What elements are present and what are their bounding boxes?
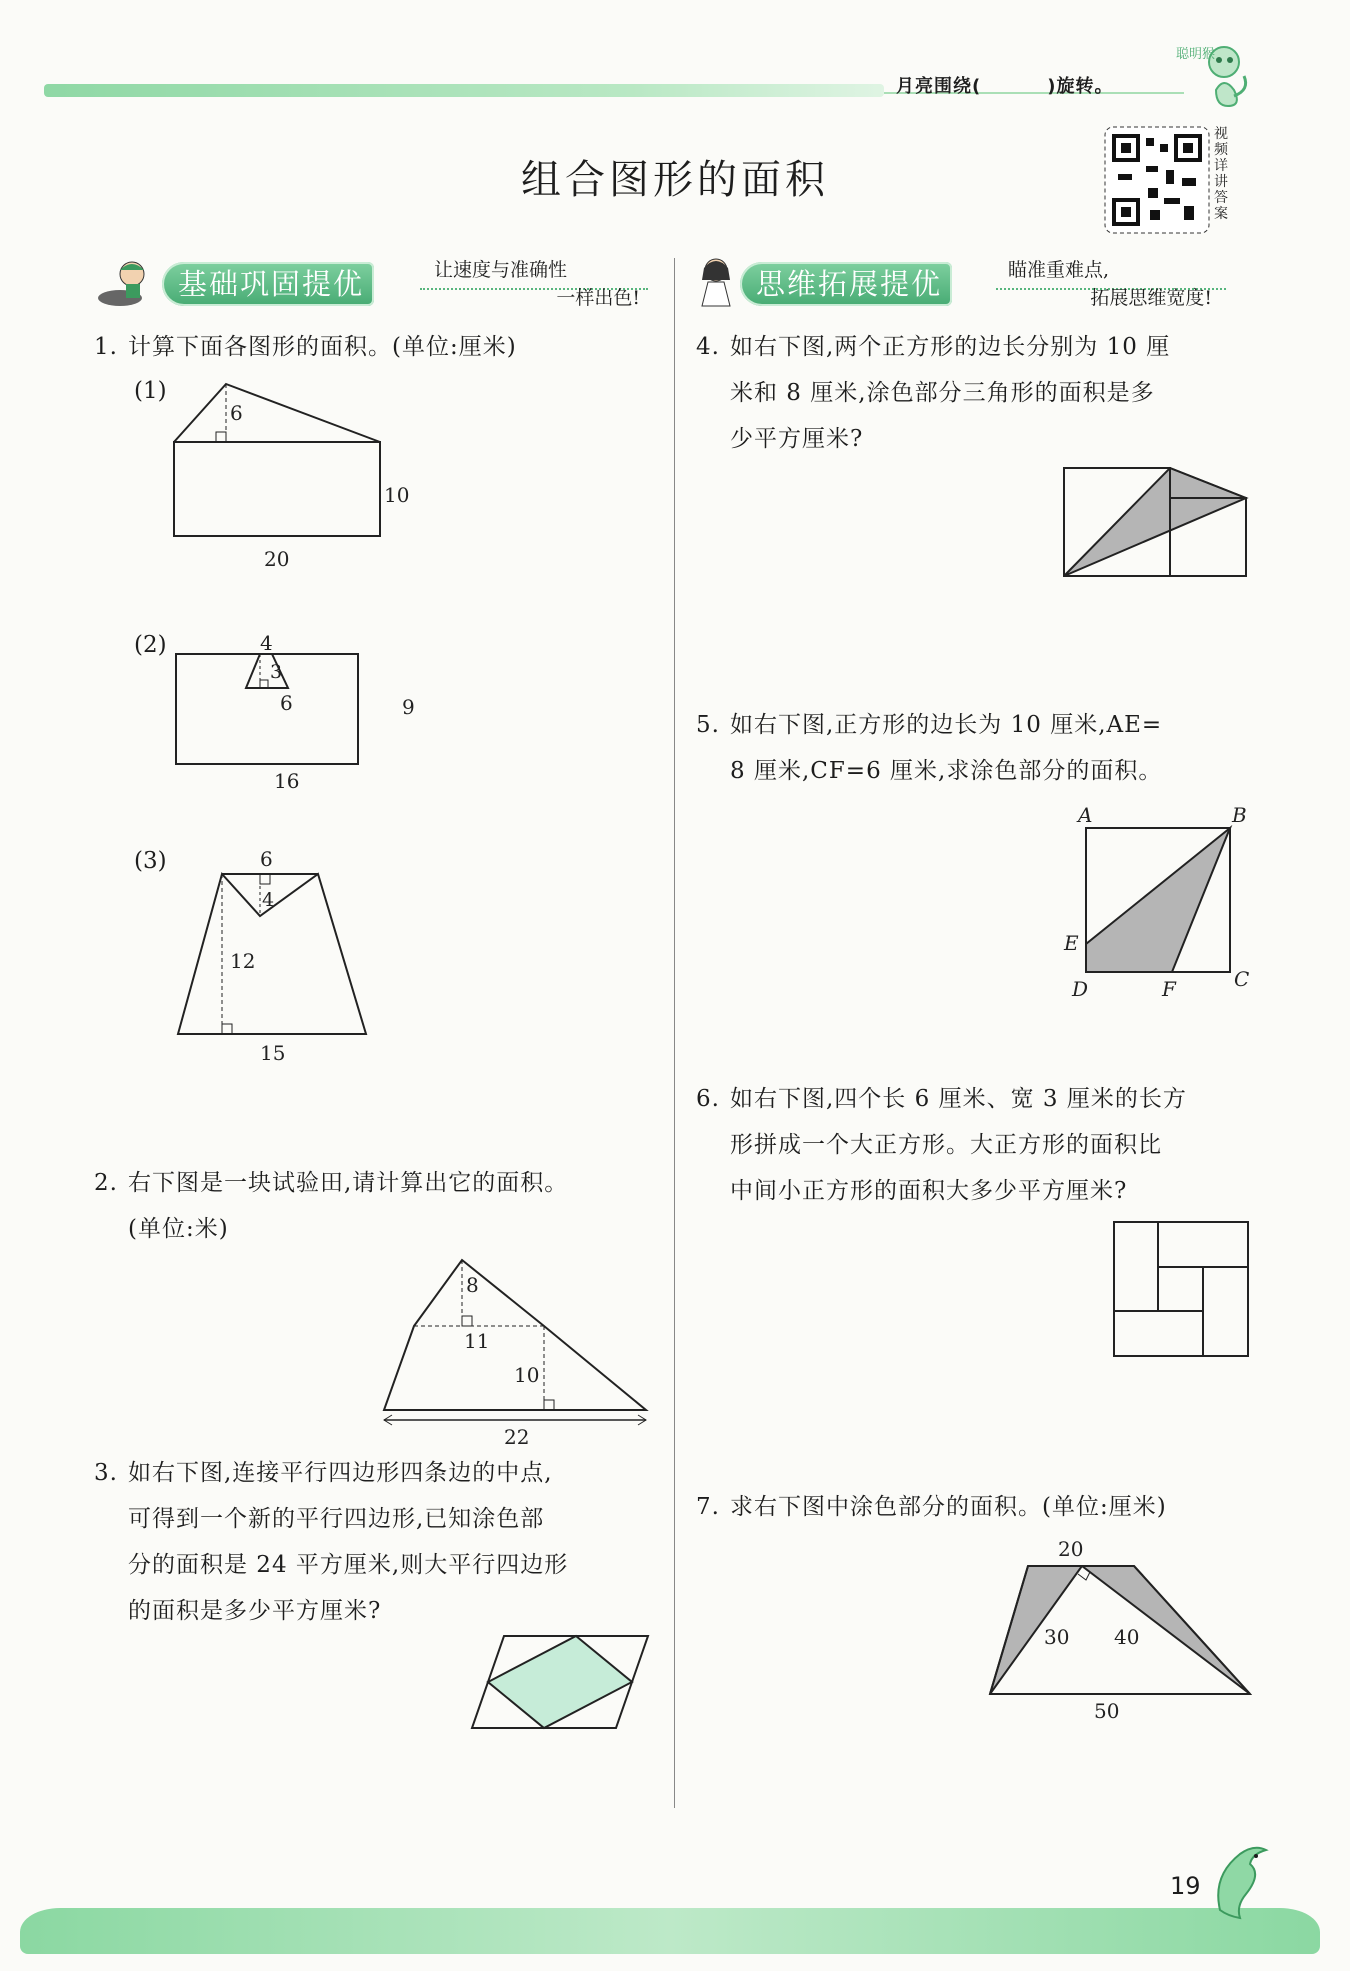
question-5: 5. 如右下图,正方形的边长为 10 厘米,AE= 8 厘米,CF=6 厘米,求涂色部分的面积。 — [696, 712, 1163, 784]
header-green-bar — [44, 84, 884, 97]
svg-text:16: 16 — [274, 769, 300, 793]
question-3: 3. 如右下图,连接平行四边形四条边的中点, 可得到一个新的平行四边形,已知涂色部 分的面积是 24 平方厘米,则大平行四边形 的面积是多少平方厘米? — [94, 1460, 569, 1624]
svg-text:8: 8 — [466, 1273, 479, 1297]
svg-text:15: 15 — [260, 1041, 286, 1065]
right-motto: 瞄准重难点, 拓展思维宽度! — [1008, 259, 1212, 309]
question-7: 7. 求右下图中涂色部分的面积。(单位:厘米) — [696, 1494, 1167, 1520]
footer-green-bar — [20, 1908, 1320, 1954]
qr-code-icon[interactable] — [1104, 126, 1210, 238]
q7-figure — [982, 1534, 1252, 1720]
q1-fig2-label: (2) — [134, 632, 167, 658]
svg-text:4: 4 — [260, 631, 273, 655]
girl-mascot-icon — [694, 256, 738, 316]
boy-mascot-icon — [96, 258, 166, 314]
svg-text:20: 20 — [1058, 1537, 1084, 1561]
qr-label: 视频详讲答案 — [1214, 126, 1228, 222]
svg-text:12: 12 — [230, 949, 256, 973]
question-2: 2. 右下图是一块试验田,请计算出它的面积。 (单位:米) — [94, 1170, 569, 1242]
page-number: 19 — [1170, 1872, 1201, 1900]
q1-figure-2 — [160, 626, 420, 796]
header-hint: 月亮围绕( )旋转。 — [896, 76, 1114, 97]
q3-figure — [466, 1632, 656, 1734]
svg-text:10: 10 — [384, 483, 410, 507]
svg-text:D: D — [1072, 977, 1089, 1000]
monkey-mascot-icon — [1172, 40, 1252, 114]
svg-text:B: B — [1232, 803, 1247, 827]
q2-figure — [380, 1252, 660, 1448]
svg-text:22: 22 — [504, 1425, 530, 1448]
svg-text:E: E — [1064, 931, 1079, 955]
svg-text:10: 10 — [514, 1363, 540, 1387]
svg-text:C: C — [1234, 967, 1250, 991]
q1-fig1-label: (1) — [134, 378, 167, 404]
brand-text: 聪明猴 — [1176, 47, 1216, 62]
svg-text:6: 6 — [280, 691, 293, 715]
q5-figure — [1060, 800, 1260, 1000]
q4-figure — [1060, 464, 1250, 580]
q1-figure-3 — [160, 840, 420, 1070]
question-1: 1. 计算下面各图形的面积。(单位:厘米) — [94, 334, 517, 360]
svg-text:A: A — [1078, 803, 1093, 827]
svg-text:9: 9 — [402, 695, 415, 719]
svg-text:11: 11 — [464, 1329, 490, 1353]
svg-text:F: F — [1162, 977, 1176, 1000]
svg-text:6: 6 — [230, 401, 243, 425]
q1-figure-1 — [160, 370, 420, 580]
left-section-banner: 基础巩固提优 — [162, 262, 374, 306]
q6-figure — [1110, 1218, 1252, 1360]
q1-fig3-label: (3) — [134, 848, 167, 874]
svg-text:3: 3 — [270, 661, 283, 683]
svg-text:50: 50 — [1094, 1699, 1120, 1720]
question-4: 4. 如右下图,两个正方形的边长分别为 10 厘 米和 8 厘米,涂色部分三角形的面积是多 少平方厘米? — [696, 334, 1171, 452]
svg-text:40: 40 — [1114, 1625, 1140, 1649]
svg-text:4: 4 — [262, 889, 275, 911]
left-motto: 让速度与准确性 一样出色! — [434, 259, 640, 309]
svg-text:20: 20 — [264, 547, 290, 571]
svg-text:30: 30 — [1044, 1625, 1070, 1649]
question-6: 6. 如右下图,四个长 6 厘米、宽 3 厘米的长方 形拼成一个大正方形。大正方形的面积比 中间小正方形的面积大多少平方厘米? — [696, 1086, 1187, 1204]
dolphin-icon — [1206, 1840, 1276, 1926]
page-title: 组合图形的面积 — [521, 157, 829, 203]
svg-text:6: 6 — [260, 847, 273, 871]
column-divider — [674, 258, 675, 1808]
right-section-banner: 思维拓展提优 — [740, 262, 952, 306]
